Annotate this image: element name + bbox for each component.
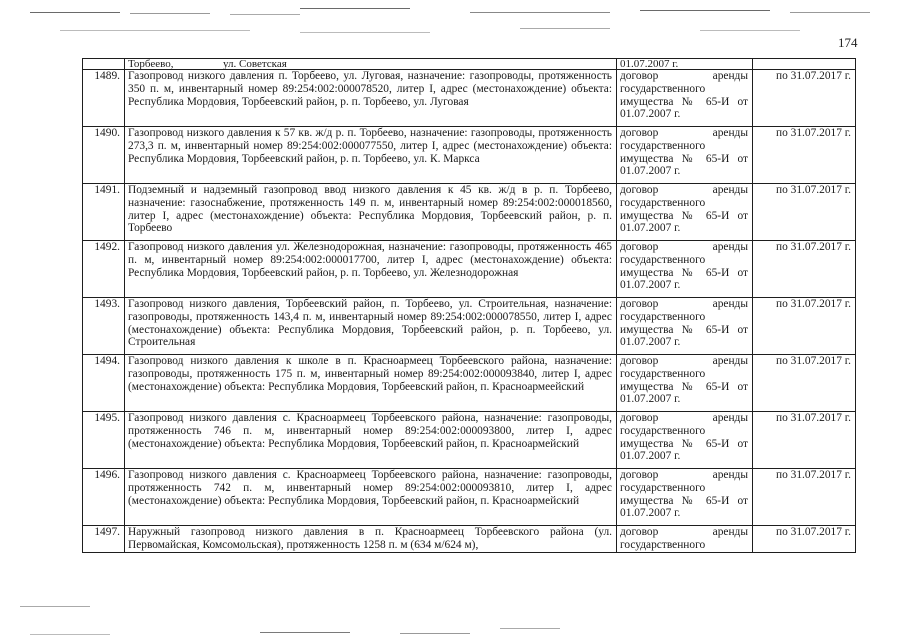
- row-number: 1497.: [83, 526, 125, 553]
- object-description: Газопровод низкого давления к школе в п. Красноармеец Торбеевского района, назначение: газопроводы, протяженность 175 п. м, инвентарный номер 89:254:002:000093840, литер I, адрес (местонахождение) объекта: Республика Мордовия, Торбеевский район, п. Красноармеейский: [125, 355, 617, 412]
- table-row: [83, 127, 856, 184]
- object-description: Наружный газопровод низкого давления в п. Красноармеец Торбеевского района (ул. Первомайская, Комсомольская), протяженность 1258 п. м (634 м/624 м),: [125, 526, 617, 553]
- lease-basis: договор аренды государственного имущества № 65-И от 01.07.2007 г.: [617, 469, 753, 526]
- object-description: Газопровод низкого давления с. Красноармеец Торбеевского района, назначение: газопроводы, протяженность 746 п. м, инвентарный номер 89:254:002:000093800, литер I, адрес (местонахождение) объекта: Республика Мордовия, Торбеевский район, п. Красноармейский: [125, 412, 617, 469]
- table-row: [83, 298, 856, 355]
- lease-term: по 31.07.2017 г.: [753, 412, 856, 469]
- object-description: Газопровод низкого давления к 57 кв. ж/д р. п. Торбеево, назначение: газопроводы, протяженность 273,3 п. м, инвентарный номер 89:254:002:000077550, литер I, адрес (местонахождение) объекта: Республика Мордовия, Торбеевский район, р. п. Торбеево, ул. К. Маркса: [125, 127, 617, 184]
- lease-basis: договор аренды государственного имущества № 65-И от 01.07.2007 г.: [617, 241, 753, 298]
- lease-term: по 31.07.2017 г.: [753, 469, 856, 526]
- table-row: [83, 412, 856, 469]
- table-row: [83, 469, 856, 526]
- row-number: 1496.: [83, 469, 125, 526]
- row-number: [83, 59, 125, 70]
- scan-header-artifacts: [0, 0, 905, 50]
- row-number: 1490.: [83, 127, 125, 184]
- table-row-continuation: [83, 59, 856, 70]
- lease-term: по 31.07.2017 г.: [753, 184, 856, 241]
- lease-basis: договор аренды государственного имущества № 65-И от 01.07.2007 г.: [617, 184, 753, 241]
- lease-basis: договор аренды государственного: [617, 526, 753, 553]
- lease-basis: договор аренды государственного имущества № 65-И от 01.07.2007 г.: [617, 412, 753, 469]
- table-row: [83, 70, 856, 127]
- lease-basis: 01.07.2007 г.: [617, 59, 753, 70]
- row-number: 1492.: [83, 241, 125, 298]
- lease-term: [753, 59, 856, 70]
- object-description: Газопровод низкого давления п. Торбеево, ул. Луговая, назначение: газопроводы, протяженность 350 п. м, инвентарный номер 89:254:002:000078520, литер I, адрес (местонахождение) объекта: Республика Мордовия, Торбеевский район, р. п. Торбеево, ул. Луговая: [125, 70, 617, 127]
- lease-basis: договор аренды государственного имущества № 65-И от 01.07.2007 г.: [617, 298, 753, 355]
- lease-term: по 31.07.2017 г.: [753, 241, 856, 298]
- row-number: 1495.: [83, 412, 125, 469]
- lease-basis: договор аренды государственного имущества № 65-И от 01.07.2007 г.: [617, 355, 753, 412]
- row-number: 1489.: [83, 70, 125, 127]
- table-row: [83, 241, 856, 298]
- object-description: Газопровод низкого давления, Торбеевский район, п. Торбеево, ул. Строительная, назначение: газопроводы, протяженность 143,4 п. м, инвентарный номер 89:254:002:000078550, литер I, адрес (местонахождение) объекта: Республика Мордовия, Торбеевский район, р. п. Торбеево, ул. Строительная: [125, 298, 617, 355]
- lease-term: по 31.07.2017 г.: [753, 355, 856, 412]
- row-number: 1491.: [83, 184, 125, 241]
- table-row: [83, 355, 856, 412]
- object-description: Подземный и надземный газопровод ввод низкого давления к 45 кв. ж/д в р. п. Торбеево, назначение: газоснабжение, протяженность 149 п. м, инвентарный номер 89:254:002:000018560, литер I, адрес (местонахождение) объекта: Республика Мордовия, Торбеевский район, р. п. Торбеево: [125, 184, 617, 241]
- row-number: 1494.: [83, 355, 125, 412]
- lease-basis: договор аренды государственного имущества № 65-И от 01.07.2007 г.: [617, 127, 753, 184]
- lease-term: по 31.07.2017 г.: [753, 70, 856, 127]
- row-number: 1493.: [83, 298, 125, 355]
- table-row: [83, 184, 856, 241]
- table-row: [83, 526, 856, 553]
- lease-term: по 31.07.2017 г.: [753, 127, 856, 184]
- object-description: Торбеево, ул. Советская: [125, 59, 617, 70]
- page-number: 174: [838, 35, 858, 50]
- property-register-table: [82, 58, 856, 553]
- lease-term: по 31.07.2017 г.: [753, 526, 856, 553]
- lease-basis: договор аренды государственного имущества № 65-И от 01.07.2007 г.: [617, 70, 753, 127]
- scan-footer-artifacts: [0, 600, 905, 640]
- lease-term: по 31.07.2017 г.: [753, 298, 856, 355]
- object-description: Газопровод низкого давления с. Красноармеец Торбеевского района, назначение: газопроводы, протяженность 742 п. м, инвентарный номер 89:254:002:000093810, литер I, адрес (местонахождение) объекта: Республика Мордовия, Торбеевский район, п. Красноармейский: [125, 469, 617, 526]
- object-description: Газопровод низкого давления ул. Железнодорожная, назначение: газопроводы, протяженность 465 п. м, инвентарный номер 89:254:002:000017700, литер I, адрес (местонахождение) объекта: Республика Мордовия, Торбеевский район, р. п. Торбеево, ул. Железнодорожная: [125, 241, 617, 298]
